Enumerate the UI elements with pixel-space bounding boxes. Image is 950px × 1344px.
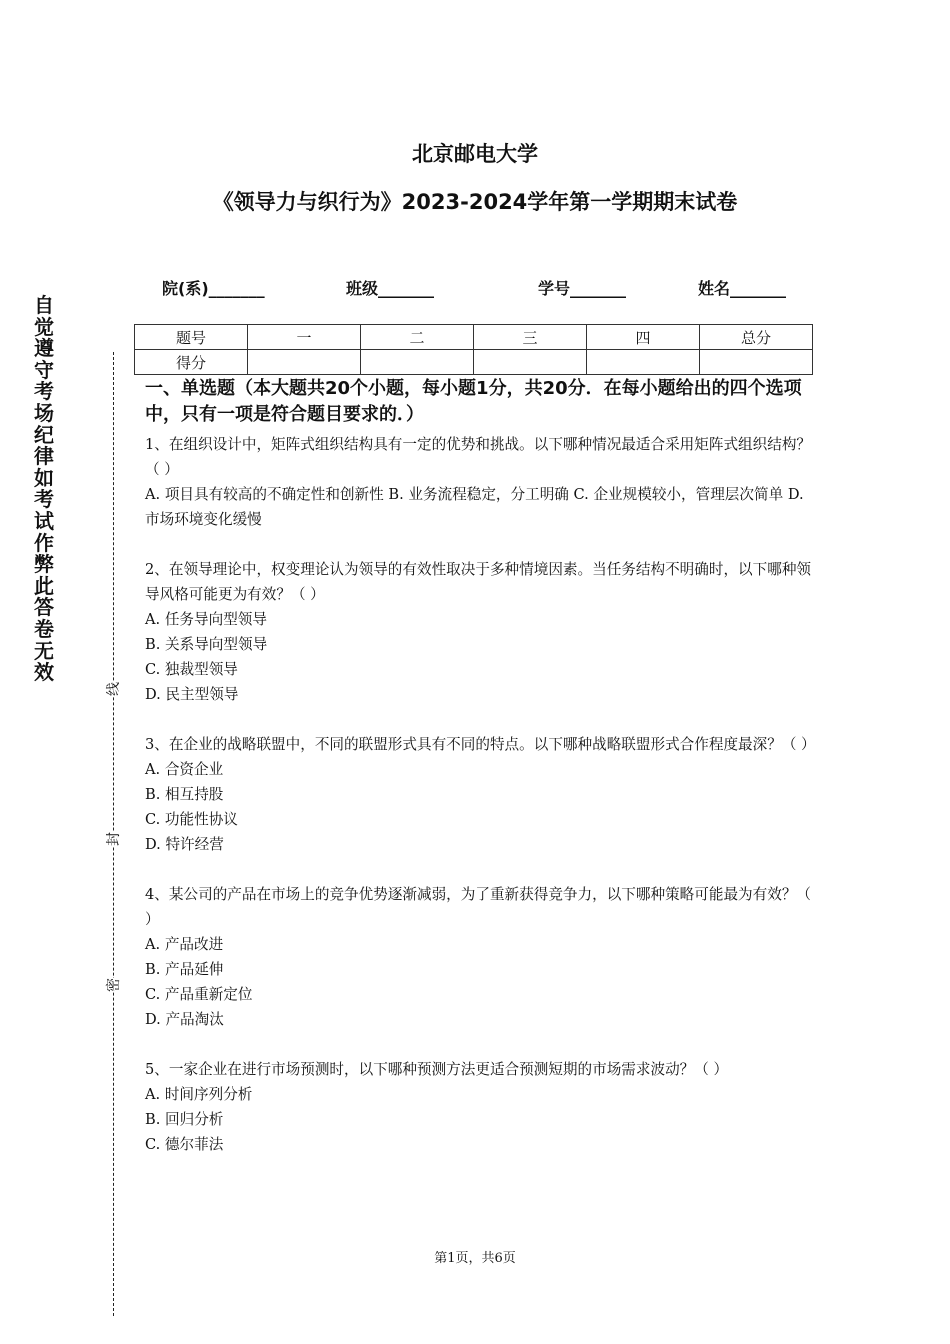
notice-char: 考 [34,487,54,512]
dept-field: 院(系)_______ [162,279,265,298]
score-table-cell [248,350,361,375]
option-b: B. 回归分析 [145,1111,224,1128]
notice-char: 自 [34,293,54,317]
option-d: D. 民主型领导 [145,686,239,703]
section-heading: 一、单选题（本大题共20个小题，每小题1分，共20分．在每小题给出的四个选项中，只有一项是符合题目要求的．） [145,378,802,425]
notice-char: 场 [34,400,54,425]
notice-char: 此 [34,573,54,598]
option-c: C. 功能性协议 [145,811,238,828]
question-1 [145,432,817,532]
exam-content [145,376,817,1182]
notice-char: 守 [34,357,54,382]
question-stem: 4、某公司的产品在市场上的竞争优势逐渐减弱，为了重新获得竞争力，以下哪种策略可能最为有效？（ ） [145,886,812,928]
option-d: D. 特许经营 [145,836,224,853]
binding-line-label: 线 [106,682,122,696]
option-c: C. 独裁型领导 [145,661,238,678]
option-a: A. 时间序列分析 [145,1086,253,1103]
question-5 [145,1057,817,1157]
score-table-cell: 四 [587,325,700,350]
page-number: 第1页，共6页 [434,1251,516,1266]
option-a: A. 产品改进 [145,936,224,953]
notice-char: 如 [34,465,54,490]
score-table-cell: 一 [248,325,361,350]
notice-char: 遵 [34,336,54,361]
option-d: D. 产品淘汰 [145,1011,224,1028]
option-b: B. 相互持股 [145,786,224,803]
notice-char: 无 [34,638,54,663]
notice-char: 考 [34,379,54,404]
question-options: A. 项目具有较高的不确定性和创新性 B. 业务流程稳定，分工明确 C. 企业规模较小，管理层次简单 D. 市场环境变化缓慢 [145,486,804,528]
score-table [134,324,813,375]
binding-secret-label: 密 [106,978,122,992]
score-table-cell: 得分 [135,350,248,375]
notice-char: 答 [34,595,54,620]
score-table-cell: 三 [474,325,587,350]
notice-char: 觉 [34,314,54,339]
notice-char: 弊 [34,552,54,577]
exam-discipline-notice [30,295,58,684]
score-table-score-row [135,350,813,375]
question-2 [145,557,817,707]
score-table-header-row [135,325,813,350]
exam-title: 《领导力与织行为》2023-2024学年第一学期期末试卷 [212,190,738,214]
notice-char: 纪 [34,422,54,447]
question-4 [145,882,817,1032]
score-table-cell: 二 [361,325,474,350]
option-b: B. 产品延伸 [145,961,224,978]
question-stem: 3、在企业的战略联盟中，不同的联盟形式具有不同的特点。以下哪种战略联盟形式合作程度最深？（ ） [145,736,816,753]
score-table-cell: 总分 [700,325,813,350]
option-a: A. 合资企业 [145,761,224,778]
option-c: C. 德尔菲法 [145,1136,224,1153]
notice-char: 律 [34,444,54,469]
binding-seal-label: 封 [106,832,122,846]
notice-char: 作 [34,530,54,555]
question-stem: 5、一家企业在进行市场预测时，以下哪种预测方法更适合预测短期的市场需求波动？（ ） [145,1061,729,1078]
notice-char: 效 [34,660,54,685]
name-field: 姓名_______ [698,279,787,298]
option-b: B. 关系导向型领导 [145,636,268,653]
score-table-cell [361,350,474,375]
score-table-cell [474,350,587,375]
score-table-cell [700,350,813,375]
notice-char: 试 [34,508,54,533]
notice-char: 卷 [34,616,54,641]
class-field: 班级_______ [346,279,435,298]
question-3 [145,732,817,857]
option-a: A. 任务导向型领导 [145,611,267,628]
question-stem: 2、在领导理论中，权变理论认为领导的有效性取决于多种情境因素。当任务结构不明确时，以下哪种领导风格可能更为有效？（ ） [145,561,812,603]
student-no-field: 学号_______ [538,279,627,298]
question-stem: 1、在组织设计中，矩阵式组织结构具有一定的优势和挑战。以下哪种情况最适合采用矩阵式组织结构？（ ） [145,436,812,478]
option-c: C. 产品重新定位 [145,986,253,1003]
score-table-cell: 题号 [135,325,248,350]
score-table-cell [587,350,700,375]
school-title: 北京邮电大学 [412,142,538,166]
